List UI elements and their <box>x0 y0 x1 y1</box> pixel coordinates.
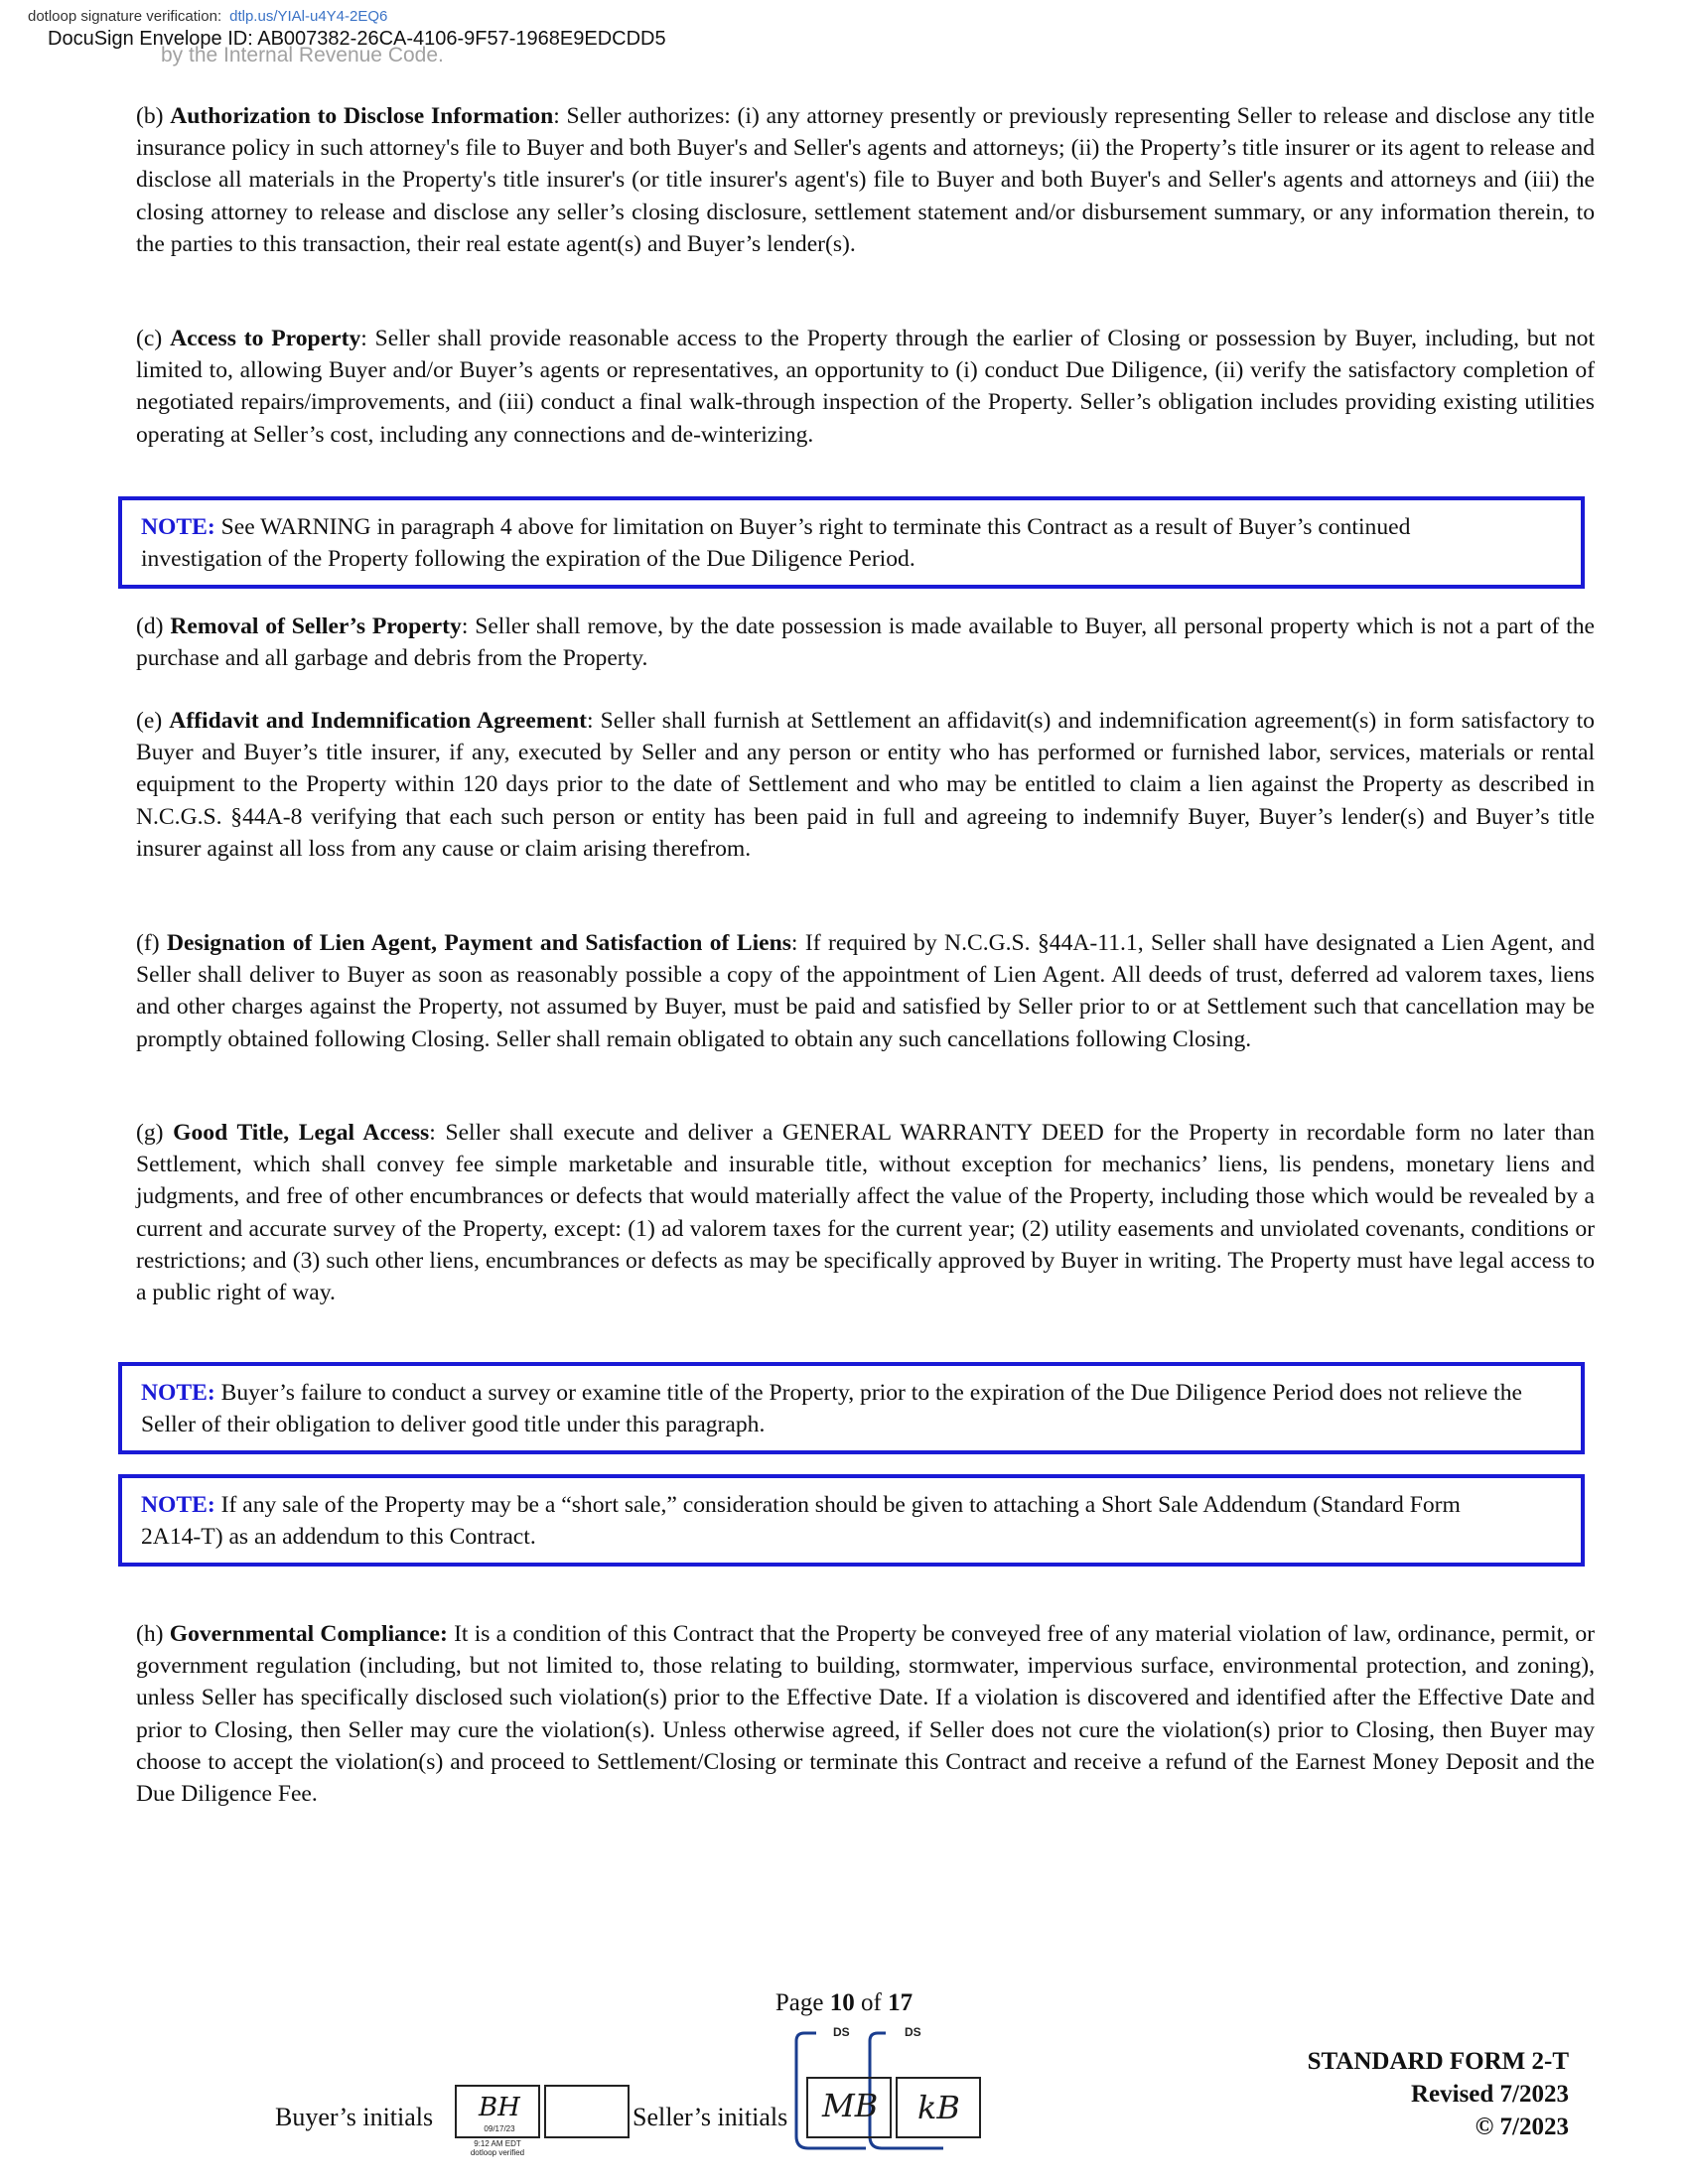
paragraph-e: (e) Affidavit and Indemnification Agreement: Seller shall furnish at Settlement an affidavit(s) and indemnification agreement(s) in form satisfactory to Buyer and Buyer’s title insurer, if any, executed by Seller and any person or entity who has performed or furnished labor, services, materials or rental equipment to the Property within 120 days prior to the date of Settlement and who may be entitled to claim a lien against the Property as described in N.C.G.S. §44A-8 verifying that each such person or entity has been paid in full and agreeing to indemnify Buyer, Buyer’s lender(s) and Buyer’s title insurer against all loss from any cause or claim arising therefrom. <box>136 708 1595 862</box>
paragraph-heading: Authorization to Disclose Information <box>170 103 554 129</box>
seller-initials-box-2[interactable] <box>896 2077 981 2138</box>
form-name: STANDARD FORM 2-T <box>1307 2048 1569 2075</box>
paragraph-heading: Good Title, Legal Access <box>173 1120 430 1146</box>
dotloop-link[interactable]: dtlp.us/YIAl-u4Y4-2EQ6 <box>229 8 388 25</box>
note-box-survey: NOTE: Buyer’s failure to conduct a survey or examine title of the Property, prior to the expiration of the Due Diligence Period does not relieve the Seller of their obligation to deliver good title under this paragraph. <box>118 1362 1585 1454</box>
note-label: NOTE: <box>141 1380 215 1406</box>
buyer-initials-date: 09/17/23 <box>484 2124 515 2133</box>
ds-tag-1: DS <box>830 2025 853 2039</box>
form-copyright: © 7/2023 <box>1475 2114 1569 2140</box>
paragraph-b: (b) Authorization to Disclose Information: Seller authorizes: (i) any attorney presently or previously representing Seller to release and disclose any title insurance policy in such attorney's file to Buyer and both Buyer's and Seller's agents and attorneys; (ii) the Property’s title insurer or its agent to release and disclose all materials in the Property's title insurer's (or title insurer's agent's) file to Buyer and both Buyer's and Seller's agents and attorneys and (iii) the closing attorney to release and disclose any seller’s closing disclosure, settlement statement and/or disbursement summary, or any information therein, to the parties to this transaction, their real estate agent(s) and Buyer’s lender(s). <box>136 103 1595 257</box>
note-box-short-sale: NOTE: If any sale of the Property may be a “short sale,” consideration should be given to attaching a Short Sale Addendum (Standard Form 2A14-T) as an addendum to this Contract. <box>118 1474 1585 1567</box>
buyer-initials-label: Buyer’s initials <box>275 2103 434 2131</box>
buyer-initials-time: 9:12 AM EDT <box>474 2139 521 2148</box>
dotloop-label: dotloop signature verification: <box>28 8 222 25</box>
seller-initials-label: Seller’s initials <box>633 2103 788 2131</box>
paragraph-heading: Removal of Seller’s Property <box>170 614 462 639</box>
dotloop-verified-stamp: dotloop verified <box>470 2148 525 2157</box>
seller-initials-box-1[interactable] <box>806 2077 892 2138</box>
paragraph-d: (d) Removal of Seller’s Property: Seller shall remove, by the date possession is made available to Buyer, all personal property which is not a part of the purchase and all garbage and debris from the Property. <box>136 614 1595 672</box>
seller-initials-signature-2: kB <box>917 2089 960 2126</box>
paragraph-f: (f) Designation of Lien Agent, Payment and Satisfaction of Liens: If required by N.C.G.S. §44A-11.1, Seller shall have designated a Lien Agent, and Seller shall deliver to Buyer as soon as reasonably possible a copy of the appointment of Lien Agent. All deeds of trust, deferred ad valorem taxes, liens and other charges against the Property, not assumed by Buyer, must be paid and satisfied by Seller prior to or at Settlement such that cancellation may be promptly obtained following Closing. Seller shall remain obligated to obtain any such cancellations following Closing. <box>136 930 1595 1052</box>
form-revised: Revised 7/2023 <box>1410 2081 1569 2108</box>
note-label: NOTE: <box>141 514 215 540</box>
page-number: Page 10 of 17 <box>774 1989 914 2016</box>
buyer-initials-signature: BH <box>479 2093 520 2122</box>
note-box-warning: NOTE: See WARNING in paragraph 4 above for limitation on Buyer’s right to terminate this Contract as a result of Buyer’s continued investigation of the Property following the expiration of the Due Diligence Period. <box>118 496 1585 589</box>
paragraph-heading: Access to Property <box>170 326 361 351</box>
paragraph-g: (g) Good Title, Legal Access: Seller shall execute and deliver a GENERAL WARRANTY DEED for the Property in recordable form no later than Settlement, which shall convey fee simple marketable and insurable title, without exception for mechanics’ liens, lis pendens, monetary liens and judgments, and free of other encumbrances or defects that would materially affect the value of the Property, including those which would be revealed by a current and accurate survey of the Property, except: (1) ad valorem taxes for the current year; (2) utility easements and unviolated covenants, conditions or restrictions; and (3) such other liens, encumbrances or defects as may be specifically approved by Buyer in writing. The Property must have legal access to a public right of way. <box>136 1120 1595 1306</box>
buyer-initials-box-1[interactable] <box>455 2085 540 2138</box>
paragraph-heading: Designation of Lien Agent, Payment and Satisfaction of Liens <box>167 930 791 956</box>
paragraph-heading: Affidavit and Indemnification Agreement <box>169 708 587 734</box>
seller-initials-signature-1: MB <box>822 2087 879 2124</box>
buyer-initials-box-2[interactable] <box>544 2085 630 2138</box>
note-label: NOTE: <box>141 1492 215 1518</box>
cut-off-text: by the Internal Revenue Code. <box>161 44 444 67</box>
dotloop-verification <box>28 8 387 25</box>
standard-form-block <box>1308 2045 1569 2143</box>
docusign-envelope-id: DocuSign Envelope ID: AB007382-26CA-4106-9F57-1968E9EDCDD5 <box>48 28 666 50</box>
paragraph-heading: Governmental Compliance: <box>169 1621 448 1647</box>
paragraph-c: (c) Access to Property: Seller shall provide reasonable access to the Property through the earlier of Closing or possession by Buyer, including, but not limited to, allowing Buyer and/or Buyer’s agents or representatives, an opportunity to (i) conduct Due Diligence, (ii) verify the satisfactory completion of negotiated repairs/improvements, and (iii) conduct a final walk-through inspection of the Property. Seller’s obligation includes providing existing utilities operating at Seller’s cost, including any connections and de-winterizing. <box>136 326 1595 448</box>
paragraph-h: (h) Governmental Compliance: It is a condition of this Contract that the Property be conveyed free of any material violation of law, ordinance, permit, or government regulation (including, but not limited to, those relating to building, stormwater, impervious surface, environmental protection, and zoning), unless Seller has specifically disclosed such violation(s) prior to the Effective Date. If a violation is discovered and identified after the Effective Date and prior to Closing, then Seller may cure the violation(s). Unless otherwise agreed, if Seller does not cure the violation(s) prior to Closing, then Buyer may choose to accept the violation(s) and proceed to Settlement/Closing or terminate this Contract and receive a refund of the Earnest Money Deposit and the Due Diligence Fee. <box>136 1621 1595 1808</box>
ds-tag-2: DS <box>902 2025 924 2039</box>
